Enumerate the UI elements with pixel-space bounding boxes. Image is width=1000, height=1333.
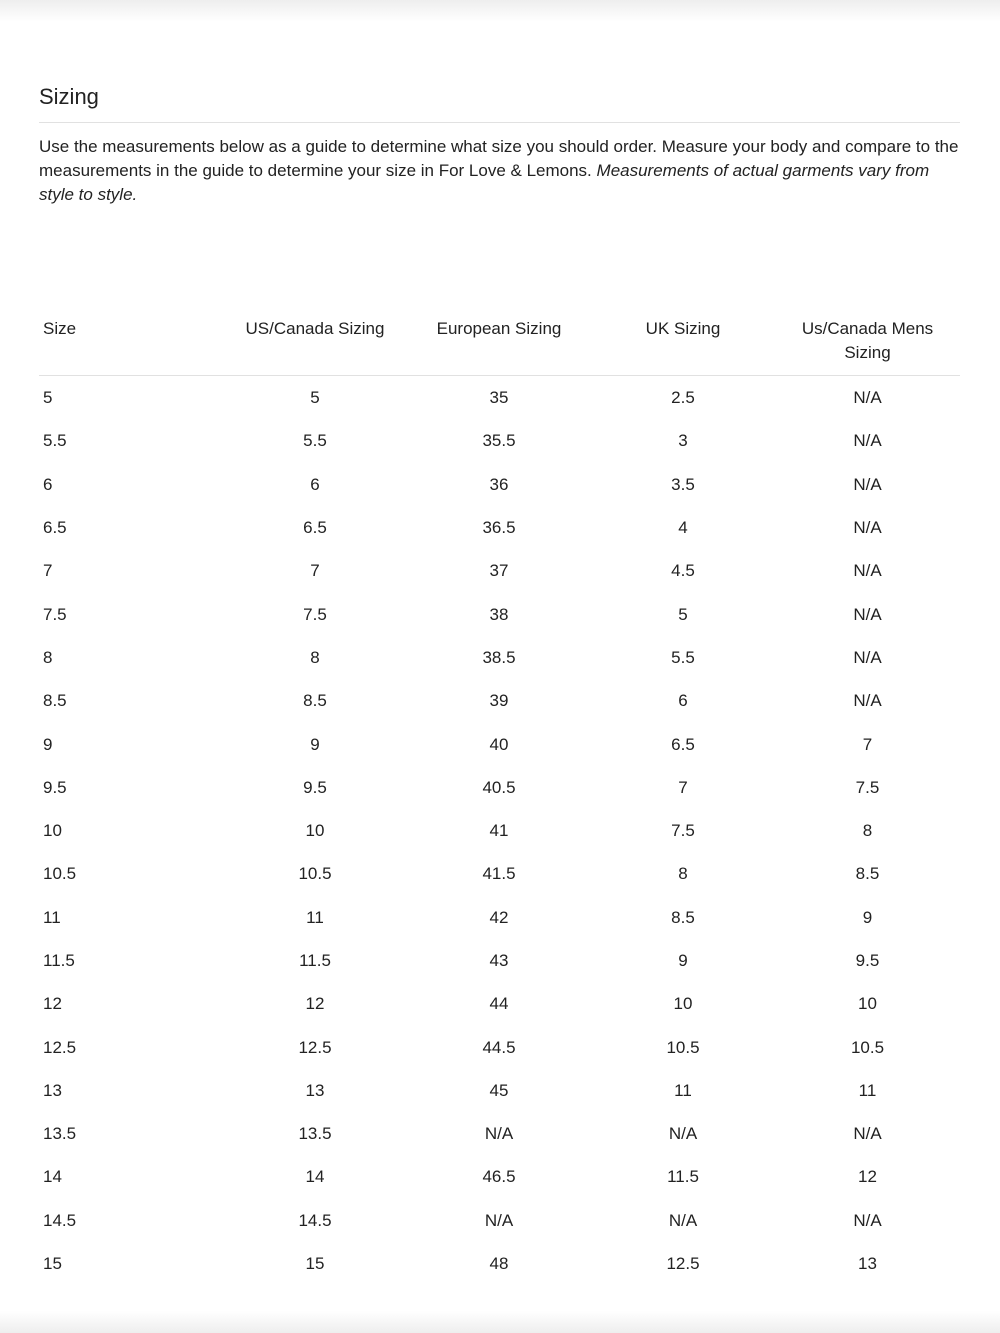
cell-us-canada: 12.5 [298, 1037, 332, 1057]
cell-us-canada: 5 [310, 388, 320, 408]
table-row [39, 852, 960, 895]
cell-european: N/A [484, 1124, 514, 1144]
cell-uk: 3 [678, 431, 688, 451]
cell-uk: 10 [673, 994, 693, 1014]
cell-us-canada-mens: 13 [858, 1254, 877, 1274]
table-row [39, 1242, 960, 1285]
cell-uk: N/A [668, 1210, 698, 1230]
cell-size: 11.5 [43, 951, 75, 970]
cell-european: 38 [489, 604, 509, 624]
table-row [39, 1199, 960, 1242]
cell-uk: 7 [678, 777, 688, 797]
table-row [39, 592, 960, 635]
cell-uk: 2.5 [671, 388, 695, 408]
cell-uk: 3.5 [671, 474, 695, 494]
cell-uk: 4 [678, 518, 688, 538]
cell-size: 5.5 [43, 431, 67, 451]
table-row [39, 636, 960, 679]
table-row [39, 1155, 960, 1198]
cell-european: 36.5 [482, 518, 516, 538]
cell-us-canada: 12 [305, 994, 325, 1014]
cell-size: 10 [43, 821, 62, 841]
cell-us-canada: 14 [305, 1167, 325, 1187]
cell-size: 9.5 [43, 777, 67, 797]
cell-us-canada: 8 [310, 647, 320, 667]
cell-european: 42 [489, 907, 509, 927]
cell-us-canada-mens: N/A [853, 604, 882, 624]
cell-european: 35 [489, 388, 509, 408]
cell-us-canada-mens: N/A [853, 388, 882, 408]
cell-us-canada-mens: 7.5 [855, 777, 880, 797]
table-row [39, 896, 960, 939]
cell-us-canada: 9 [310, 734, 320, 754]
section-title: Sizing [39, 84, 99, 109]
cell-european: 44 [489, 994, 509, 1014]
cell-us-canada: 6 [310, 474, 320, 494]
cell-us-canada: 13 [305, 1080, 325, 1100]
cell-european: 40 [489, 734, 509, 754]
cell-european: 39 [489, 691, 509, 711]
cell-european: 36 [489, 474, 509, 494]
cell-uk: 10.5 [666, 1037, 700, 1057]
cell-us-canada-mens: 8 [862, 821, 873, 841]
cell-us-canada-mens: N/A [853, 561, 882, 581]
cell-us-canada-mens: 11 [858, 1080, 877, 1100]
cell-size: 15 [43, 1254, 62, 1274]
cell-us-canada: 15 [305, 1254, 325, 1274]
cell-uk: 9 [678, 951, 688, 970]
table-row [39, 679, 960, 722]
cell-size: 7.5 [43, 604, 67, 624]
cell-uk: N/A [668, 1124, 698, 1144]
cell-size: 7 [43, 561, 53, 581]
cell-uk: 5 [678, 604, 688, 624]
cell-us-canada-mens: N/A [853, 1124, 882, 1144]
cell-us-canada: 11.5 [299, 951, 331, 970]
cell-us-canada-mens: 12 [858, 1167, 877, 1187]
cell-uk: 4.5 [671, 561, 695, 581]
cell-us-canada: 8.5 [303, 691, 327, 711]
cell-size: 8 [43, 647, 53, 667]
table-row [39, 463, 960, 506]
table-row [39, 506, 960, 549]
cell-european: 46.5 [482, 1167, 516, 1187]
size-chart-table [39, 317, 960, 1285]
table-row [39, 809, 960, 852]
cell-us-canada-mens: N/A [853, 474, 882, 494]
table-row [39, 1112, 960, 1155]
cell-us-canada: 13.5 [298, 1124, 332, 1144]
cell-european: 35.5 [482, 431, 516, 451]
cell-size: 9 [43, 734, 53, 754]
bottom-edge-shadow [0, 1311, 1000, 1333]
cell-us-canada: 6.5 [303, 518, 327, 538]
cell-uk: 11 [674, 1080, 692, 1100]
cell-european: 48 [489, 1254, 509, 1274]
cell-us-canada-mens: N/A [853, 1210, 882, 1230]
table-row [39, 939, 960, 982]
table-body [39, 376, 960, 1286]
cell-european: 40.5 [482, 777, 516, 797]
cell-us-canada-mens: N/A [853, 431, 882, 451]
cell-size: 14 [43, 1167, 62, 1187]
cell-us-canada-mens: N/A [853, 647, 882, 667]
description-text: Use the measurements below as a guide to determine what size you should order. Measure your body and compare to the measurements in the guide to determine your size in For Love & Lemons. [39, 137, 959, 180]
cell-us-canada: 14.5 [298, 1210, 332, 1230]
cell-european: 43 [489, 951, 509, 970]
cell-size: 12 [43, 994, 62, 1014]
cell-us-canada-mens: N/A [853, 518, 882, 538]
cell-european: 41 [489, 821, 509, 841]
cell-uk: 8.5 [671, 907, 695, 927]
table-row [39, 419, 960, 462]
header-us-canada-mens: Us/Canada Mens Sizing [775, 317, 960, 376]
cell-uk: 5.5 [671, 647, 695, 667]
header-us-canada: US/Canada Sizing [223, 317, 407, 376]
cell-size: 5 [43, 388, 53, 408]
cell-european: 45 [489, 1080, 509, 1100]
cell-european: 41.5 [482, 864, 516, 884]
table-row [39, 982, 960, 1025]
cell-size: 13 [43, 1080, 62, 1100]
table-row [39, 1025, 960, 1068]
table-row [39, 766, 960, 809]
sizing-description [39, 135, 960, 207]
cell-us-canada-mens: 9.5 [855, 951, 880, 970]
description-italic-note: Measurements of actual garments vary from style to style. [39, 161, 930, 204]
cell-uk: 7.5 [671, 821, 695, 841]
header-european: European Sizing [407, 317, 591, 376]
cell-us-canada: 7 [310, 561, 320, 581]
cell-us-canada-mens: 10 [858, 994, 877, 1014]
cell-size: 14.5 [43, 1210, 77, 1230]
cell-us-canada-mens: N/A [853, 691, 882, 711]
cell-us-canada: 10.5 [298, 864, 332, 884]
sizing-section [39, 80, 960, 207]
title-divider [39, 122, 960, 123]
cell-uk: 11.5 [667, 1167, 699, 1187]
top-edge-shadow [0, 0, 1000, 22]
table-row [39, 722, 960, 765]
cell-size: 11 [43, 907, 61, 927]
table-row [39, 549, 960, 592]
header-size: Size [39, 317, 223, 376]
table-row [39, 1069, 960, 1112]
cell-size: 6 [43, 474, 53, 494]
cell-size: 8.5 [43, 691, 67, 711]
cell-us-canada: 5.5 [303, 431, 327, 451]
cell-uk: 6 [678, 691, 688, 711]
cell-size: 13.5 [43, 1124, 77, 1144]
cell-us-canada: 11 [306, 907, 324, 927]
cell-us-canada-mens: 10.5 [850, 1037, 885, 1057]
cell-us-canada: 10 [305, 821, 325, 841]
cell-size: 10.5 [43, 864, 77, 884]
cell-uk: 8 [678, 864, 688, 884]
cell-european: 44.5 [482, 1037, 516, 1057]
cell-uk: 12.5 [666, 1254, 700, 1274]
table-row [39, 376, 960, 420]
cell-european: 37 [489, 561, 509, 581]
cell-european: N/A [484, 1210, 514, 1230]
table-header-row [39, 317, 960, 376]
cell-european: 38.5 [482, 647, 516, 667]
cell-us-canada-mens: 9 [862, 907, 873, 927]
header-uk: UK Sizing [591, 317, 775, 376]
cell-us-canada-mens: 7 [862, 734, 873, 754]
cell-us-canada: 7.5 [303, 604, 327, 624]
cell-uk: 6.5 [671, 734, 695, 754]
cell-size: 12.5 [43, 1037, 77, 1057]
cell-us-canada: 9.5 [303, 777, 327, 797]
cell-us-canada-mens: 8.5 [855, 864, 880, 884]
cell-size: 6.5 [43, 518, 67, 538]
